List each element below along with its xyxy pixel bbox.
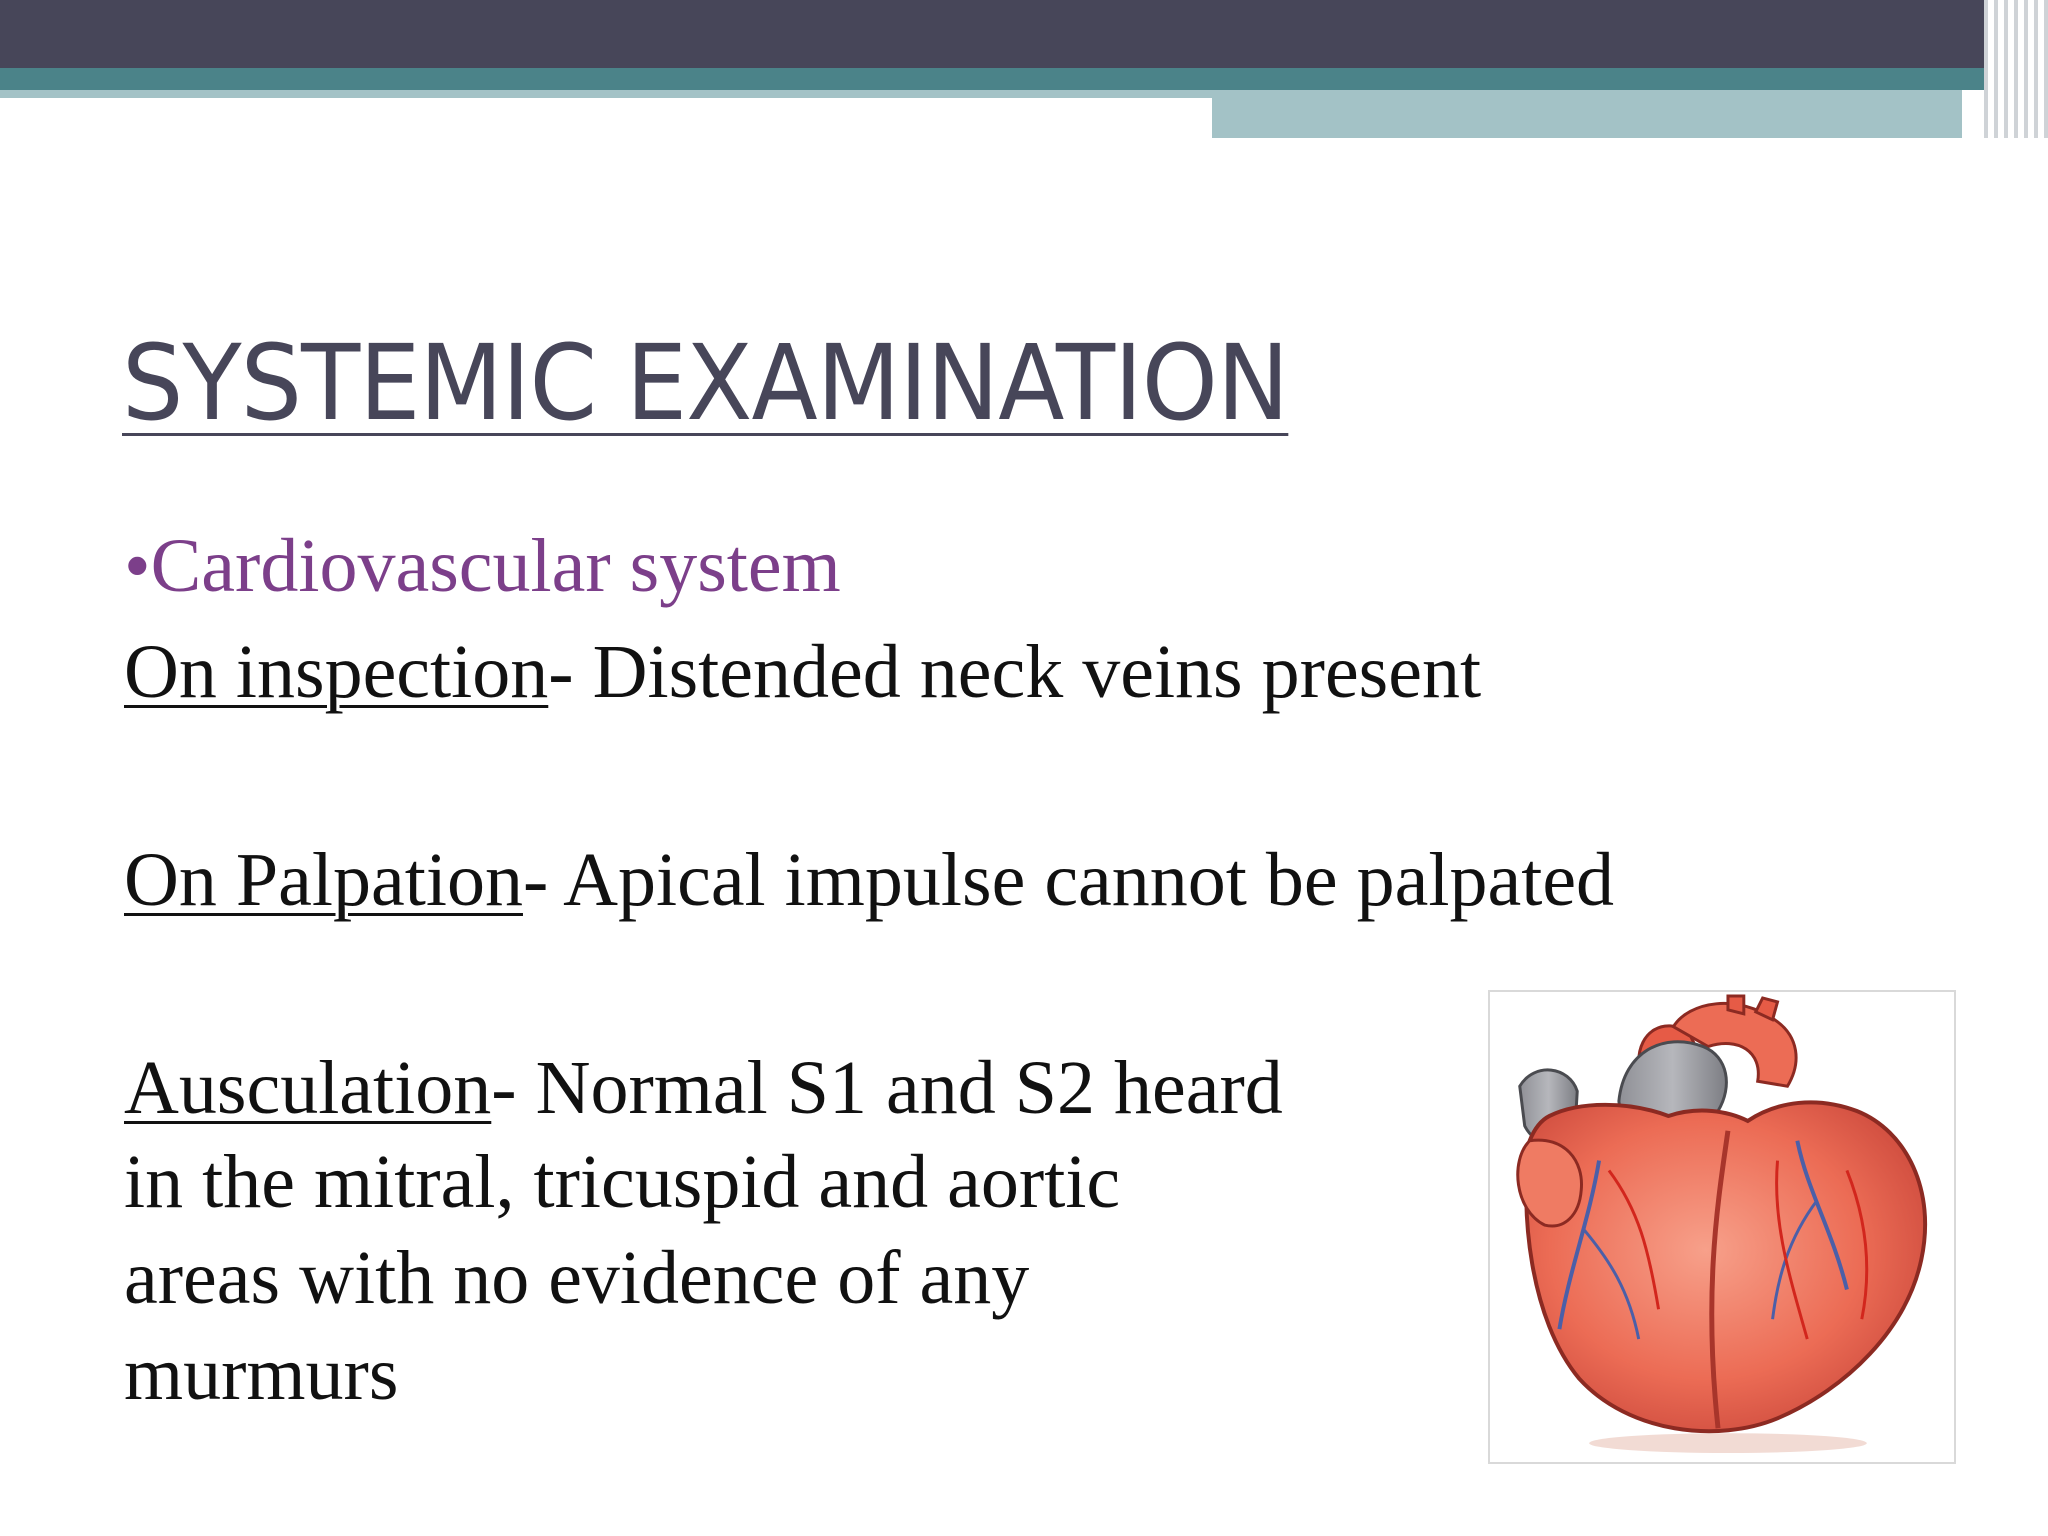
auscultation-label: Ausculation	[124, 1046, 492, 1130]
section-heading: •Cardiovascular system	[124, 524, 841, 608]
auscultation-line-2: in the mitral, tricuspid and aortic	[124, 1140, 1121, 1224]
header-accent-bar	[0, 68, 2048, 90]
palpation-label: On Palpation	[124, 838, 523, 922]
auscultation-line-1	[124, 1046, 1283, 1130]
palpation-text: - Apical impulse cannot be palpated	[522, 838, 1615, 922]
inspection-line	[124, 630, 1482, 714]
heart-image	[1488, 990, 1956, 1464]
auscultation-line-4: murmurs	[124, 1332, 399, 1416]
heart-illustration-icon	[1490, 992, 1954, 1462]
inspection-label: On inspection	[124, 630, 549, 714]
header-bar	[0, 0, 2048, 68]
inspection-text: - Distended neck veins present	[548, 630, 1482, 714]
auscultation-text-1: - Normal S1 and S2 heard	[491, 1046, 1283, 1130]
header-stripes	[1984, 0, 2048, 138]
slide-title: SYSTEMIC EXAMINATION	[122, 322, 1289, 444]
auscultation-line-3: areas with no evidence of any	[124, 1236, 1030, 1320]
palpation-line	[124, 838, 1615, 922]
header-thin-bar	[0, 90, 1212, 98]
header-light-bar	[1212, 90, 1962, 138]
